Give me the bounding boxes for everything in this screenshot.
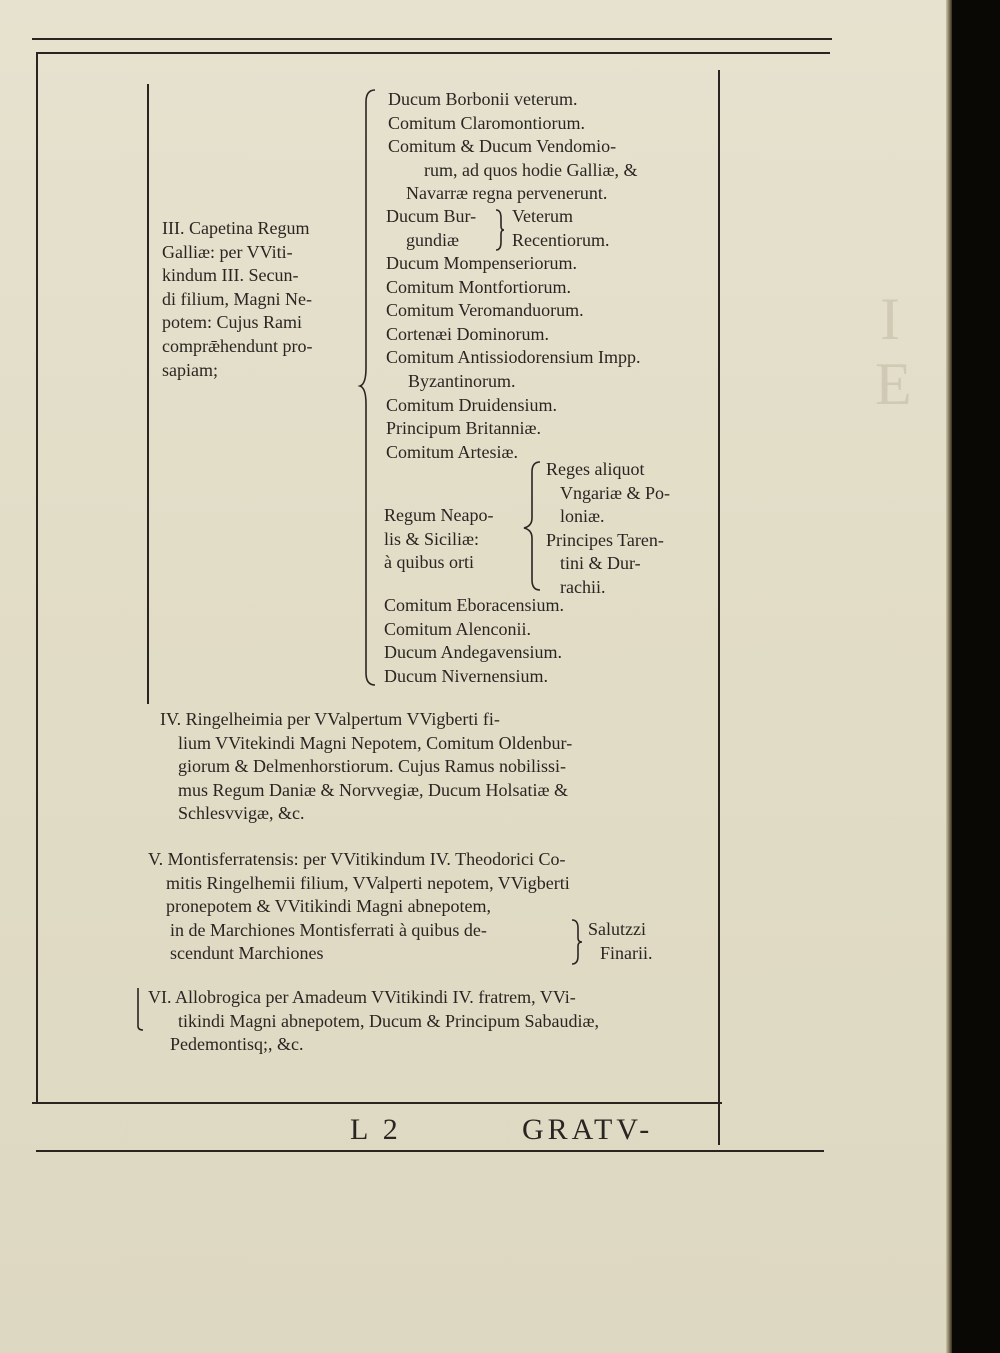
branch-vi-paragraph: VI. Allobrogica per Amadeum VVitikindi IV. fratrem, VVi- tikindi Magni abnepotem, Ducum & Principum Sabaudiæ, Pedemontisq;, &c.	[148, 987, 599, 1055]
bleed-through: E	[875, 351, 912, 417]
bleed-through: I	[880, 286, 900, 352]
marquis-brace	[570, 918, 584, 966]
burgundy-brace	[494, 208, 506, 252]
page-edge	[946, 0, 952, 1353]
branch-iii-tail: Comitum Eboracensium. Comitum Alenconii. Ducum Andegavensium. Ducum Nivernensium.	[384, 595, 564, 686]
frame-right-rule	[718, 70, 720, 1145]
burgundy-label: Ducum Bur- gundiæ	[386, 206, 477, 250]
frame-top-rule	[32, 38, 832, 40]
naples-sub: Reges aliquot Vngariæ & Po- loniæ. Principes Taren- tini & Dur- rachii.	[546, 459, 670, 597]
branch-v-paragraph: V. Montisferratensis: per VVitikindum IV. Theodorici Co- mitis Ringelhemii filium, VValperti nepotem, VVigberti pronepotem & VVitikindi Magni abnepotem, in de Marchiones Montisferrati à quibus de- scendunt Marchiones	[148, 849, 570, 964]
frame-bottom-rule	[32, 1102, 722, 1104]
catchword: GRATV-	[522, 1113, 654, 1146]
naples-brace	[522, 460, 542, 592]
naples-label: Regum Neapo- lis & Siciliæ: à quibus orti	[384, 505, 494, 573]
branch-iii-items-cont: Ducum Mompenseriorum. Comitum Montfortiorum. Comitum Veromanduorum. Cortenæi Dominorum. Comitum Antissiodorensium Impp. Byzantinorum. Comitum Druidensium. Principum Britanniæ. Comitum Artesiæ.	[386, 253, 641, 462]
frame-left-rule	[36, 52, 38, 1104]
branch-v-sub: Salutzzi Finarii.	[588, 919, 653, 963]
burgundy-sub: Veterum Recentiorum.	[512, 206, 610, 250]
branch-iii-label: III. Capetina Regum Galliæ: per VViti- kindum III. Secun- di filium, Magni Ne- potem: Cujus Rami comprǣhendunt pro- sapiam;	[162, 218, 313, 380]
main-brace	[360, 88, 380, 688]
frame-top-rule-inner	[36, 52, 830, 54]
branch-iii-items: Ducum Borbonii veterum. Comitum Claromontiorum. Comitum & Ducum Vendomio- rum, ad quos hodie Galliæ, & Navarræ regna pervenerunt.	[388, 89, 638, 204]
signature-mark: L 2	[350, 1113, 402, 1146]
frame-footer-rule	[36, 1150, 824, 1152]
branch-iv-paragraph: IV. Ringelheimia per VValpertum VVigberti fi- lium VVitekindi Magni Nepotem, Comitum Oldenbur- giorum & Delmenhorstiorum. Cujus Ramus nobilissi- mus Regum Daniæ & Norvvegiæ, Ducum Holsatiæ & Schlesvvigæ, &c.	[160, 709, 573, 824]
column-rule	[147, 84, 149, 704]
branch-vi-bracket	[134, 986, 144, 1032]
